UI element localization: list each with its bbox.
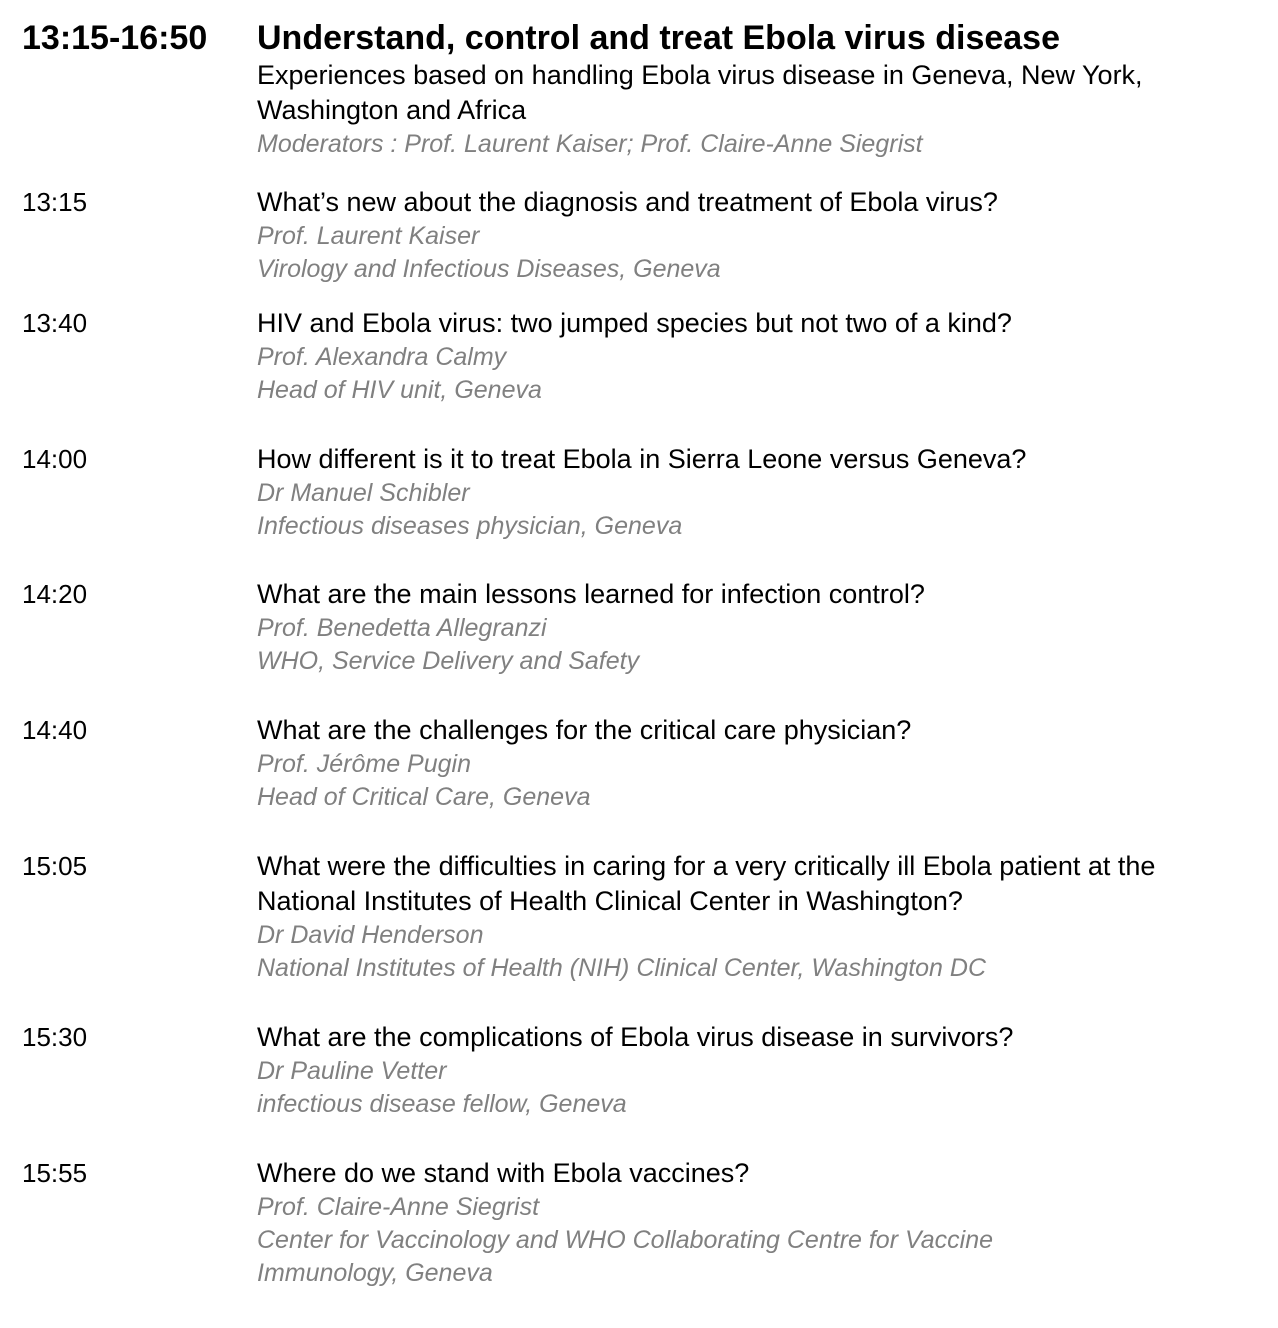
talk-time: 14:20 xyxy=(22,579,88,609)
talk-affiliation: Infectious diseases physician, Geneva xyxy=(257,512,683,540)
talk-title: What were the difficulties in caring for a very critically ill Ebola patient at the National Institutes of Health Clinical Center in Washington? xyxy=(257,851,1156,916)
talk-speaker: Dr Manuel Schibler xyxy=(257,479,470,507)
talk-speaker: Dr David Henderson xyxy=(257,921,484,949)
talk-affiliation: Center for Vaccinology and WHO Collaborating Centre for Vaccine Immunology, Geneva xyxy=(257,1226,993,1287)
talk-speaker: Prof. Claire-Anne Siegrist xyxy=(257,1193,540,1221)
talk-speaker: Dr Pauline Vetter xyxy=(257,1057,447,1085)
talk-content xyxy=(257,185,1257,286)
talk-content xyxy=(257,442,1257,543)
talk-time: 13:15 xyxy=(22,187,88,217)
talk-title: What are the main lessons learned for infection control? xyxy=(257,579,925,609)
session-time: 13:15-16:50 xyxy=(22,19,208,57)
talk-speaker: Prof. Laurent Kaiser xyxy=(257,222,480,250)
session-content xyxy=(257,18,1257,161)
talk-time: 13:40 xyxy=(22,308,88,338)
talk-affiliation: National Institutes of Health (NIH) Clinical Center, Washington DC xyxy=(257,954,987,982)
talk-title: How different is it to treat Ebola in Sierra Leone versus Geneva? xyxy=(257,444,1027,474)
talk-time: 14:00 xyxy=(22,444,88,474)
talk-title: What are the challenges for the critical care physician? xyxy=(257,715,912,745)
talk-content xyxy=(257,1156,1257,1290)
talk-content xyxy=(257,849,1257,985)
talk-title: HIV and Ebola virus: two jumped species but not two of a kind? xyxy=(257,308,1012,338)
talk-time: 15:55 xyxy=(22,1158,88,1188)
talk-speaker: Prof. Alexandra Calmy xyxy=(257,343,507,371)
talk-affiliation: Head of Critical Care, Geneva xyxy=(257,783,591,811)
talk-speaker: Prof. Benedetta Allegranzi xyxy=(257,614,547,642)
talk-content xyxy=(257,713,1257,814)
talk-title: What are the complications of Ebola virus disease in survivors? xyxy=(257,1022,1014,1052)
talk-time: 15:30 xyxy=(22,1022,88,1052)
talk-affiliation: Virology and Infectious Diseases, Geneva xyxy=(257,255,721,283)
talk-title: What’s new about the diagnosis and treatment of Ebola virus? xyxy=(257,187,998,217)
session-moderators: Moderators : Prof. Laurent Kaiser; Prof. Claire-Anne Siegrist xyxy=(257,130,923,158)
talk-affiliation: Head of HIV unit, Geneva xyxy=(257,376,542,404)
talk-time: 14:40 xyxy=(22,715,88,745)
session-subtitle: Experiences based on handling Ebola virus disease in Geneva, New York, Washington and Africa xyxy=(257,60,1143,125)
talk-affiliation: infectious disease fellow, Geneva xyxy=(257,1090,627,1118)
session-title: Understand, control and treat Ebola virus disease xyxy=(257,19,1060,57)
talk-content xyxy=(257,577,1257,678)
talk-affiliation: WHO, Service Delivery and Safety xyxy=(257,647,640,675)
talk-content xyxy=(257,1020,1257,1121)
talk-speaker: Prof. Jérôme Pugin xyxy=(257,750,471,778)
talk-time: 15:05 xyxy=(22,851,88,881)
talk-title: Where do we stand with Ebola vaccines? xyxy=(257,1158,750,1188)
talk-content xyxy=(257,306,1257,407)
